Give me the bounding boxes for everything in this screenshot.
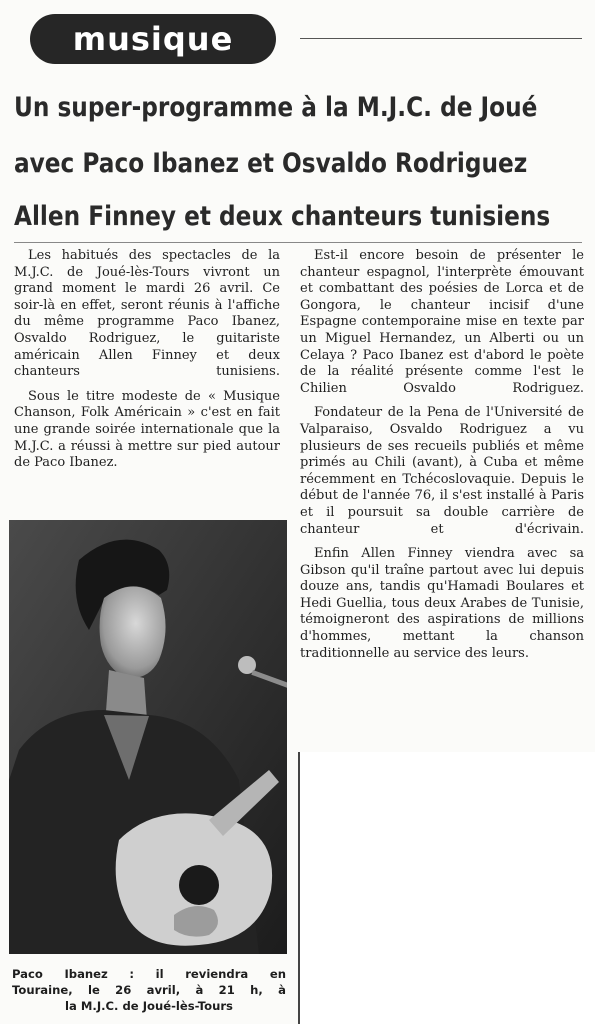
photo-caption [12,966,286,1014]
singer-photo [9,520,287,954]
section-rule [300,38,582,39]
headline-line-1: Un super-programme à la M.J.C. de Joué [14,92,538,123]
caption-line: Touraine, le 26 avril, à 21 h, à [12,983,286,997]
article-column-left [14,248,280,472]
clipping-cut-corner [300,752,595,1024]
caption-line: la M.J.C. de Joué-lès-Tours [65,999,233,1013]
article-paragraph: Les habitués des spectacles de la M.J.C. de Joué-lès-Tours vivront un grand moment le mardi 26 avril. Ce soir-là en effet, seront réunis à l'affiche du même programme Paco Ibanez, Osvaldo Rodriguez, le guitariste américain Allen Finney et deux chanteurs tunisiens. [14,248,280,380]
caption-line: Paco Ibanez : il reviendra en [12,967,286,981]
article-paragraph: Est-il encore besoin de présenter le chanteur espagnol, l'interprète émouvant et combattant des poésies de Lorca et de Gongora, le chanteur incisif d'une Espagne contemporaine mise en texte par un Miguel Hernandez, un Alberti ou un Celaya ? Paco Ibanez est d'abord le poète de la réalité présente comme l'est le Chilien Osvaldo Rodriguez. [300,248,584,396]
headline-line-2: avec Paco Ibanez et Osvaldo Rodriguez [14,148,528,179]
article-paragraph: Sous le titre modeste de « Musique Chanson, Folk Américain » c'est en fait une grande soirée internationale que la M.J.C. a réussi à mettre sur pied autour de Paco Ibanez. [14,388,280,471]
article-paragraph: Fondateur de la Pena de l'Université de Valparaiso, Osvaldo Rodriguez a vu plusieurs de ses recueils publiés et même primés au Chili (avant), à Cuba et même récemment en Tchécoslovaquie. Depuis le début de l'année 76, il s'est installé à Paris et il poursuit sa double carrière de chanteur et d'écrivain. [300,405,584,537]
cut-edge-line [298,752,300,1024]
section-badge: musique [30,14,276,64]
article-paragraph: Enfin Allen Finney viendra avec sa Gibson qu'il traîne partout avec lui depuis douze ans, tandis qu'Hamadi Boulares et Hedi Guellia, tous deux Arabes de Tunisie, témoigneront des aspirations de millions d'hommes, mettant la chanson traditionnelle au service des leurs. [300,546,584,661]
headline-rule [14,242,582,243]
headline-line-3: Allen Finney et deux chanteurs tunisiens [14,201,551,232]
article-column-right [300,248,584,662]
singer-photo-illustration [9,520,287,954]
